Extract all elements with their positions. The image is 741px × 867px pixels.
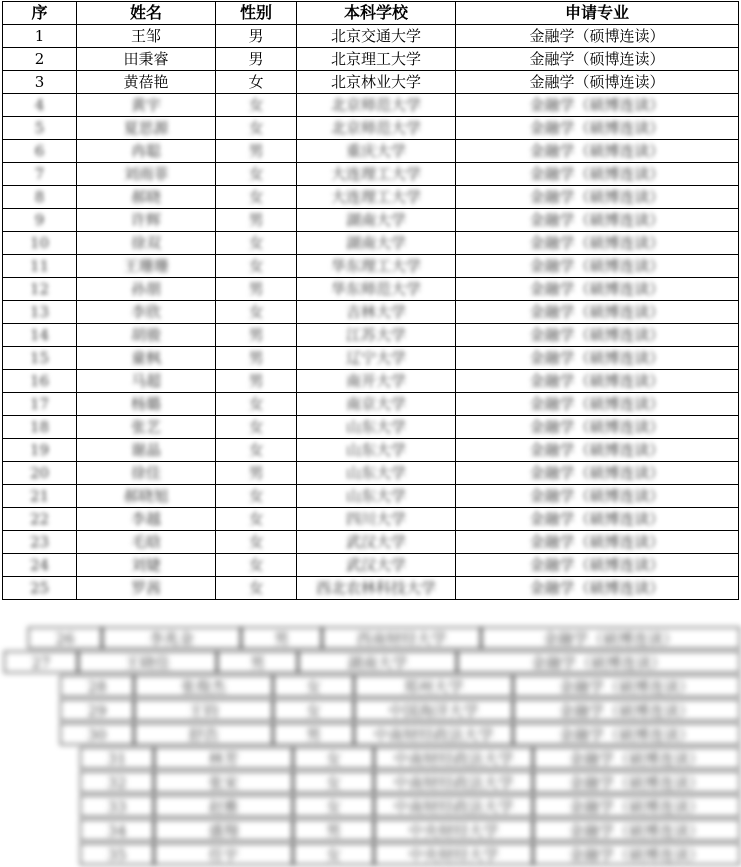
table-row xyxy=(3,462,739,485)
student-name[interactable]: 黄蓓艳 xyxy=(77,71,216,94)
row-index[interactable]: 9 xyxy=(3,209,77,232)
undergrad-school[interactable]: 郑州大学 xyxy=(354,675,513,697)
undergrad-school[interactable]: 重庆大学 xyxy=(297,140,456,163)
undergrad-school[interactable]: 山东大学 xyxy=(297,462,456,485)
applied-major[interactable]: 金融学（硕博连读） xyxy=(456,255,739,278)
applied-major[interactable]: 金融学（硕博连读） xyxy=(456,140,739,163)
undergrad-school[interactable]: 中央财经大学 xyxy=(374,843,533,865)
table-row xyxy=(3,301,739,324)
student-name[interactable]: 张艺 xyxy=(77,416,216,439)
table-row xyxy=(3,186,739,209)
undergrad-school[interactable]: 湖南大学 xyxy=(298,651,457,673)
undergrad-school[interactable]: 北京师范大学 xyxy=(297,117,456,140)
applied-major[interactable]: 金融学（硕博连读） xyxy=(456,94,739,117)
col-header-school[interactable]: 本科学校 xyxy=(297,2,456,25)
undergrad-school[interactable]: 山东大学 xyxy=(297,485,456,508)
row-index[interactable]: 33 xyxy=(80,795,154,817)
student-name[interactable]: 李欣 xyxy=(77,301,216,324)
table-row xyxy=(3,255,739,278)
table-row xyxy=(3,94,739,117)
applied-major[interactable]: 金融学（硕博连读） xyxy=(456,48,739,71)
student-gender[interactable]: 女 xyxy=(216,554,297,577)
table-row xyxy=(3,370,739,393)
student-gender[interactable]: 女 xyxy=(293,795,374,817)
applied-major[interactable]: 金融学（硕博连读） xyxy=(456,324,739,347)
student-gender[interactable]: 男 xyxy=(216,370,297,393)
student-name[interactable]: 刘婕 xyxy=(77,554,216,577)
student-gender[interactable]: 男 xyxy=(216,48,297,71)
student-name[interactable]: 杨璐 xyxy=(77,393,216,416)
undergrad-school[interactable]: 华东师范大学 xyxy=(297,278,456,301)
undergrad-school[interactable]: 西南财经大学 xyxy=(322,627,481,649)
student-name[interactable]: 赵雅 xyxy=(154,795,293,817)
applied-major[interactable]: 金融学（硕博连读） xyxy=(456,301,739,324)
table-row xyxy=(3,117,739,140)
row-index[interactable]: 1 xyxy=(3,25,77,48)
undergrad-school[interactable]: 中南财经政法大学 xyxy=(374,795,533,817)
applied-major[interactable]: 金融学（硕博连读） xyxy=(456,347,739,370)
student-name[interactable]: 胡骏 xyxy=(77,324,216,347)
table-row xyxy=(3,232,739,255)
applied-major[interactable]: 金融学（硕博连读） xyxy=(513,723,740,745)
col-header-major[interactable]: 申请专业 xyxy=(456,2,739,25)
table-row xyxy=(3,209,739,232)
student-name[interactable]: 王邹 xyxy=(77,25,216,48)
table-row xyxy=(3,508,739,531)
undergrad-school[interactable]: 大连理工大学 xyxy=(297,186,456,209)
applied-major[interactable]: 金融学（硕博连读） xyxy=(456,25,739,48)
row-index[interactable]: 32 xyxy=(80,771,154,793)
undergrad-school[interactable]: 北京理工大学 xyxy=(297,48,456,71)
student-gender[interactable]: 女 xyxy=(216,485,297,508)
student-name[interactable]: 童枫 xyxy=(77,347,216,370)
row-index[interactable]: 10 xyxy=(3,232,77,255)
applied-major[interactable]: 金融学（硕博连读） xyxy=(481,627,740,649)
student-name[interactable]: 黄宇 xyxy=(77,94,216,117)
col-header-name[interactable]: 姓名 xyxy=(77,2,216,25)
student-name[interactable]: 李兆金 xyxy=(102,627,241,649)
student-gender[interactable]: 女 xyxy=(293,747,374,769)
admission-table xyxy=(2,1,739,600)
student-gender[interactable]: 女 xyxy=(216,301,297,324)
undergrad-school[interactable]: 江苏大学 xyxy=(297,324,456,347)
student-gender[interactable]: 女 xyxy=(216,531,297,554)
row-index[interactable]: 18 xyxy=(3,416,77,439)
table-row xyxy=(3,140,739,163)
student-gender[interactable]: 男 xyxy=(217,651,298,673)
table-row xyxy=(3,393,739,416)
student-gender[interactable]: 男 xyxy=(216,209,297,232)
row-index[interactable]: 19 xyxy=(3,439,77,462)
header-row xyxy=(3,2,739,25)
undergrad-school[interactable]: 南京大学 xyxy=(297,393,456,416)
row-index[interactable]: 13 xyxy=(3,301,77,324)
student-gender[interactable]: 女 xyxy=(216,577,297,600)
undergrad-school[interactable]: 华东理工大学 xyxy=(297,255,456,278)
row-index[interactable]: 4 xyxy=(3,94,77,117)
applied-major[interactable]: 金融学（硕博连读） xyxy=(456,71,739,94)
row-index[interactable]: 7 xyxy=(3,163,77,186)
undergrad-school[interactable]: 北京林业大学 xyxy=(297,71,456,94)
applied-major[interactable]: 金融学（硕博连读） xyxy=(456,209,739,232)
undergrad-school[interactable]: 北京交通大学 xyxy=(297,25,456,48)
student-gender[interactable]: 女 xyxy=(216,94,297,117)
row-index[interactable]: 29 xyxy=(60,699,134,721)
undergrad-school[interactable]: 吉林大学 xyxy=(297,301,456,324)
undergrad-school[interactable]: 四川大学 xyxy=(297,508,456,531)
student-gender[interactable]: 女 xyxy=(273,699,354,721)
row-index[interactable]: 35 xyxy=(80,843,154,865)
row-index[interactable]: 16 xyxy=(3,370,77,393)
row-index[interactable]: 2 xyxy=(3,48,77,71)
table-row xyxy=(3,439,739,462)
row-index[interactable]: 34 xyxy=(80,819,154,841)
undergrad-school[interactable]: 湖南大学 xyxy=(297,232,456,255)
student-gender[interactable]: 女 xyxy=(293,771,374,793)
row-index[interactable]: 20 xyxy=(3,462,77,485)
student-gender[interactable]: 女 xyxy=(216,232,297,255)
col-header-index[interactable]: 序 xyxy=(3,2,77,25)
undergrad-school[interactable]: 南开大学 xyxy=(297,370,456,393)
applied-major[interactable]: 金融学（硕博连读） xyxy=(533,795,740,817)
student-gender[interactable]: 女 xyxy=(216,163,297,186)
student-name[interactable]: 谢晶 xyxy=(77,439,216,462)
undergrad-school[interactable]: 中南财经政法大学 xyxy=(374,747,533,769)
row-index[interactable]: 11 xyxy=(3,255,77,278)
undergrad-school[interactable]: 武汉大学 xyxy=(297,554,456,577)
applied-major[interactable]: 金融学（硕博连读） xyxy=(456,577,739,600)
applied-major[interactable]: 金融学（硕博连读） xyxy=(456,508,739,531)
student-gender[interactable]: 女 xyxy=(216,71,297,94)
student-name[interactable]: 郝晓 xyxy=(77,186,216,209)
student-gender[interactable]: 女 xyxy=(216,186,297,209)
student-gender[interactable]: 男 xyxy=(273,723,354,745)
student-name[interactable]: 任宇 xyxy=(154,843,293,865)
applied-major[interactable]: 金融学（硕博连读） xyxy=(513,675,740,697)
undergrad-school[interactable]: 山东大学 xyxy=(297,416,456,439)
applied-major[interactable]: 金融学（硕博连读） xyxy=(456,554,739,577)
table-row xyxy=(3,278,739,301)
student-name[interactable]: 罗茜 xyxy=(77,577,216,600)
student-gender[interactable]: 男 xyxy=(216,140,297,163)
undergrad-school[interactable]: 西北农林科技大学 xyxy=(297,577,456,600)
table-row xyxy=(3,25,739,48)
student-name[interactable]: 刘雨菲 xyxy=(77,163,216,186)
applied-major[interactable]: 金融学（硕博连读） xyxy=(456,370,739,393)
student-gender[interactable]: 男 xyxy=(216,347,297,370)
student-gender[interactable]: 女 xyxy=(293,843,374,865)
table-row xyxy=(3,531,739,554)
student-gender[interactable]: 女 xyxy=(216,393,297,416)
row-index[interactable]: 8 xyxy=(3,186,77,209)
undergrad-school[interactable]: 中央财经大学 xyxy=(374,819,533,841)
row-index[interactable]: 21 xyxy=(3,485,77,508)
student-gender[interactable]: 男 xyxy=(241,627,322,649)
row-index[interactable]: 15 xyxy=(3,347,77,370)
student-name[interactable]: 徐双 xyxy=(77,232,216,255)
row-index[interactable]: 24 xyxy=(3,554,77,577)
student-name[interactable]: 张俊杰 xyxy=(134,675,273,697)
student-name[interactable]: 李越 xyxy=(77,508,216,531)
student-name[interactable]: 徐佳 xyxy=(77,462,216,485)
student-gender[interactable]: 男 xyxy=(293,819,374,841)
applied-major[interactable]: 金融学（硕博连读） xyxy=(456,485,739,508)
table-row xyxy=(3,485,739,508)
row-index[interactable]: 14 xyxy=(3,324,77,347)
student-name[interactable]: 林芳 xyxy=(154,747,293,769)
student-gender[interactable]: 男 xyxy=(216,278,297,301)
row-index[interactable]: 28 xyxy=(60,675,134,697)
table-row xyxy=(3,416,739,439)
applied-major[interactable]: 金融学（硕博连读） xyxy=(513,699,740,721)
row-index[interactable]: 5 xyxy=(3,117,77,140)
student-gender[interactable]: 女 xyxy=(216,416,297,439)
student-gender[interactable]: 女 xyxy=(216,508,297,531)
applied-major[interactable]: 金融学（硕博连读） xyxy=(456,416,739,439)
student-gender[interactable]: 男 xyxy=(216,462,297,485)
undergrad-school[interactable]: 大连理工大学 xyxy=(297,163,456,186)
applied-major[interactable]: 金融学（硕博连读） xyxy=(533,771,740,793)
applied-major[interactable]: 金融学（硕博连读） xyxy=(456,393,739,416)
row-index[interactable]: 23 xyxy=(3,531,77,554)
student-name[interactable]: 田秉睿 xyxy=(77,48,216,71)
table-row xyxy=(3,347,739,370)
student-name[interactable]: 舒浩 xyxy=(134,723,273,745)
row-index[interactable]: 30 xyxy=(60,723,134,745)
table-row xyxy=(3,48,739,71)
applied-major[interactable]: 金融学（硕博连读） xyxy=(456,186,739,209)
row-index[interactable]: 31 xyxy=(80,747,154,769)
student-name[interactable]: 王晓佳 xyxy=(78,651,217,673)
row-index[interactable]: 25 xyxy=(3,577,77,600)
student-name[interactable]: 王钧 xyxy=(134,699,273,721)
row-index[interactable]: 27 xyxy=(4,651,78,673)
applied-major[interactable]: 金融学（硕博连读） xyxy=(456,232,739,255)
undergrad-school[interactable]: 中南财经政法大学 xyxy=(374,771,533,793)
student-name[interactable]: 马超 xyxy=(77,370,216,393)
applied-major[interactable]: 金融学（硕博连读） xyxy=(533,843,740,865)
applied-major[interactable]: 金融学（硕博连读） xyxy=(457,651,740,673)
table-row xyxy=(3,554,739,577)
student-gender[interactable]: 男 xyxy=(216,25,297,48)
applied-major[interactable]: 金融学（硕博连读） xyxy=(456,462,739,485)
undergrad-school[interactable]: 中南财经政法大学 xyxy=(354,723,513,745)
student-gender[interactable]: 女 xyxy=(216,117,297,140)
row-index[interactable]: 22 xyxy=(3,508,77,531)
student-gender[interactable]: 男 xyxy=(216,324,297,347)
applied-major[interactable]: 金融学（硕博连读） xyxy=(533,819,740,841)
undergrad-school[interactable]: 中国海洋大学 xyxy=(354,699,513,721)
student-name[interactable]: 夏思源 xyxy=(77,117,216,140)
student-gender[interactable]: 女 xyxy=(273,675,354,697)
undergrad-school[interactable]: 武汉大学 xyxy=(297,531,456,554)
student-name[interactable]: 张宋 xyxy=(154,771,293,793)
applied-major[interactable]: 金融学（硕博连读） xyxy=(456,278,739,301)
student-name[interactable]: 郝晓旭 xyxy=(77,485,216,508)
student-name[interactable]: 孙朋 xyxy=(77,278,216,301)
table-row xyxy=(3,324,739,347)
student-name[interactable]: 冉聪 xyxy=(77,140,216,163)
row-index[interactable]: 17 xyxy=(3,393,77,416)
applied-major[interactable]: 金融学（硕博连读） xyxy=(456,531,739,554)
applied-major[interactable]: 金融学（硕博连读） xyxy=(456,439,739,462)
undergrad-school[interactable]: 北京师范大学 xyxy=(297,94,456,117)
student-name[interactable]: 许辉 xyxy=(77,209,216,232)
table-row xyxy=(3,577,739,600)
applied-major[interactable]: 金融学（硕博连读） xyxy=(456,117,739,140)
student-name[interactable]: 盛翔 xyxy=(154,819,293,841)
row-index[interactable]: 6 xyxy=(3,140,77,163)
table-row xyxy=(3,71,739,94)
applied-major[interactable]: 金融学（硕博连读） xyxy=(456,163,739,186)
row-index[interactable]: 3 xyxy=(3,71,77,94)
undergrad-school[interactable]: 辽宁大学 xyxy=(297,347,456,370)
student-name[interactable]: 王珊珊 xyxy=(77,255,216,278)
undergrad-school[interactable]: 山东大学 xyxy=(297,439,456,462)
student-name[interactable]: 毛晗 xyxy=(77,531,216,554)
applied-major[interactable]: 金融学（硕博连读） xyxy=(533,747,740,769)
undergrad-school[interactable]: 湖南大学 xyxy=(297,209,456,232)
row-index[interactable]: 12 xyxy=(3,278,77,301)
student-gender[interactable]: 女 xyxy=(216,439,297,462)
table-row xyxy=(3,163,739,186)
student-gender[interactable]: 女 xyxy=(216,255,297,278)
col-header-gender[interactable]: 性别 xyxy=(216,2,297,25)
row-index[interactable]: 26 xyxy=(28,627,102,649)
